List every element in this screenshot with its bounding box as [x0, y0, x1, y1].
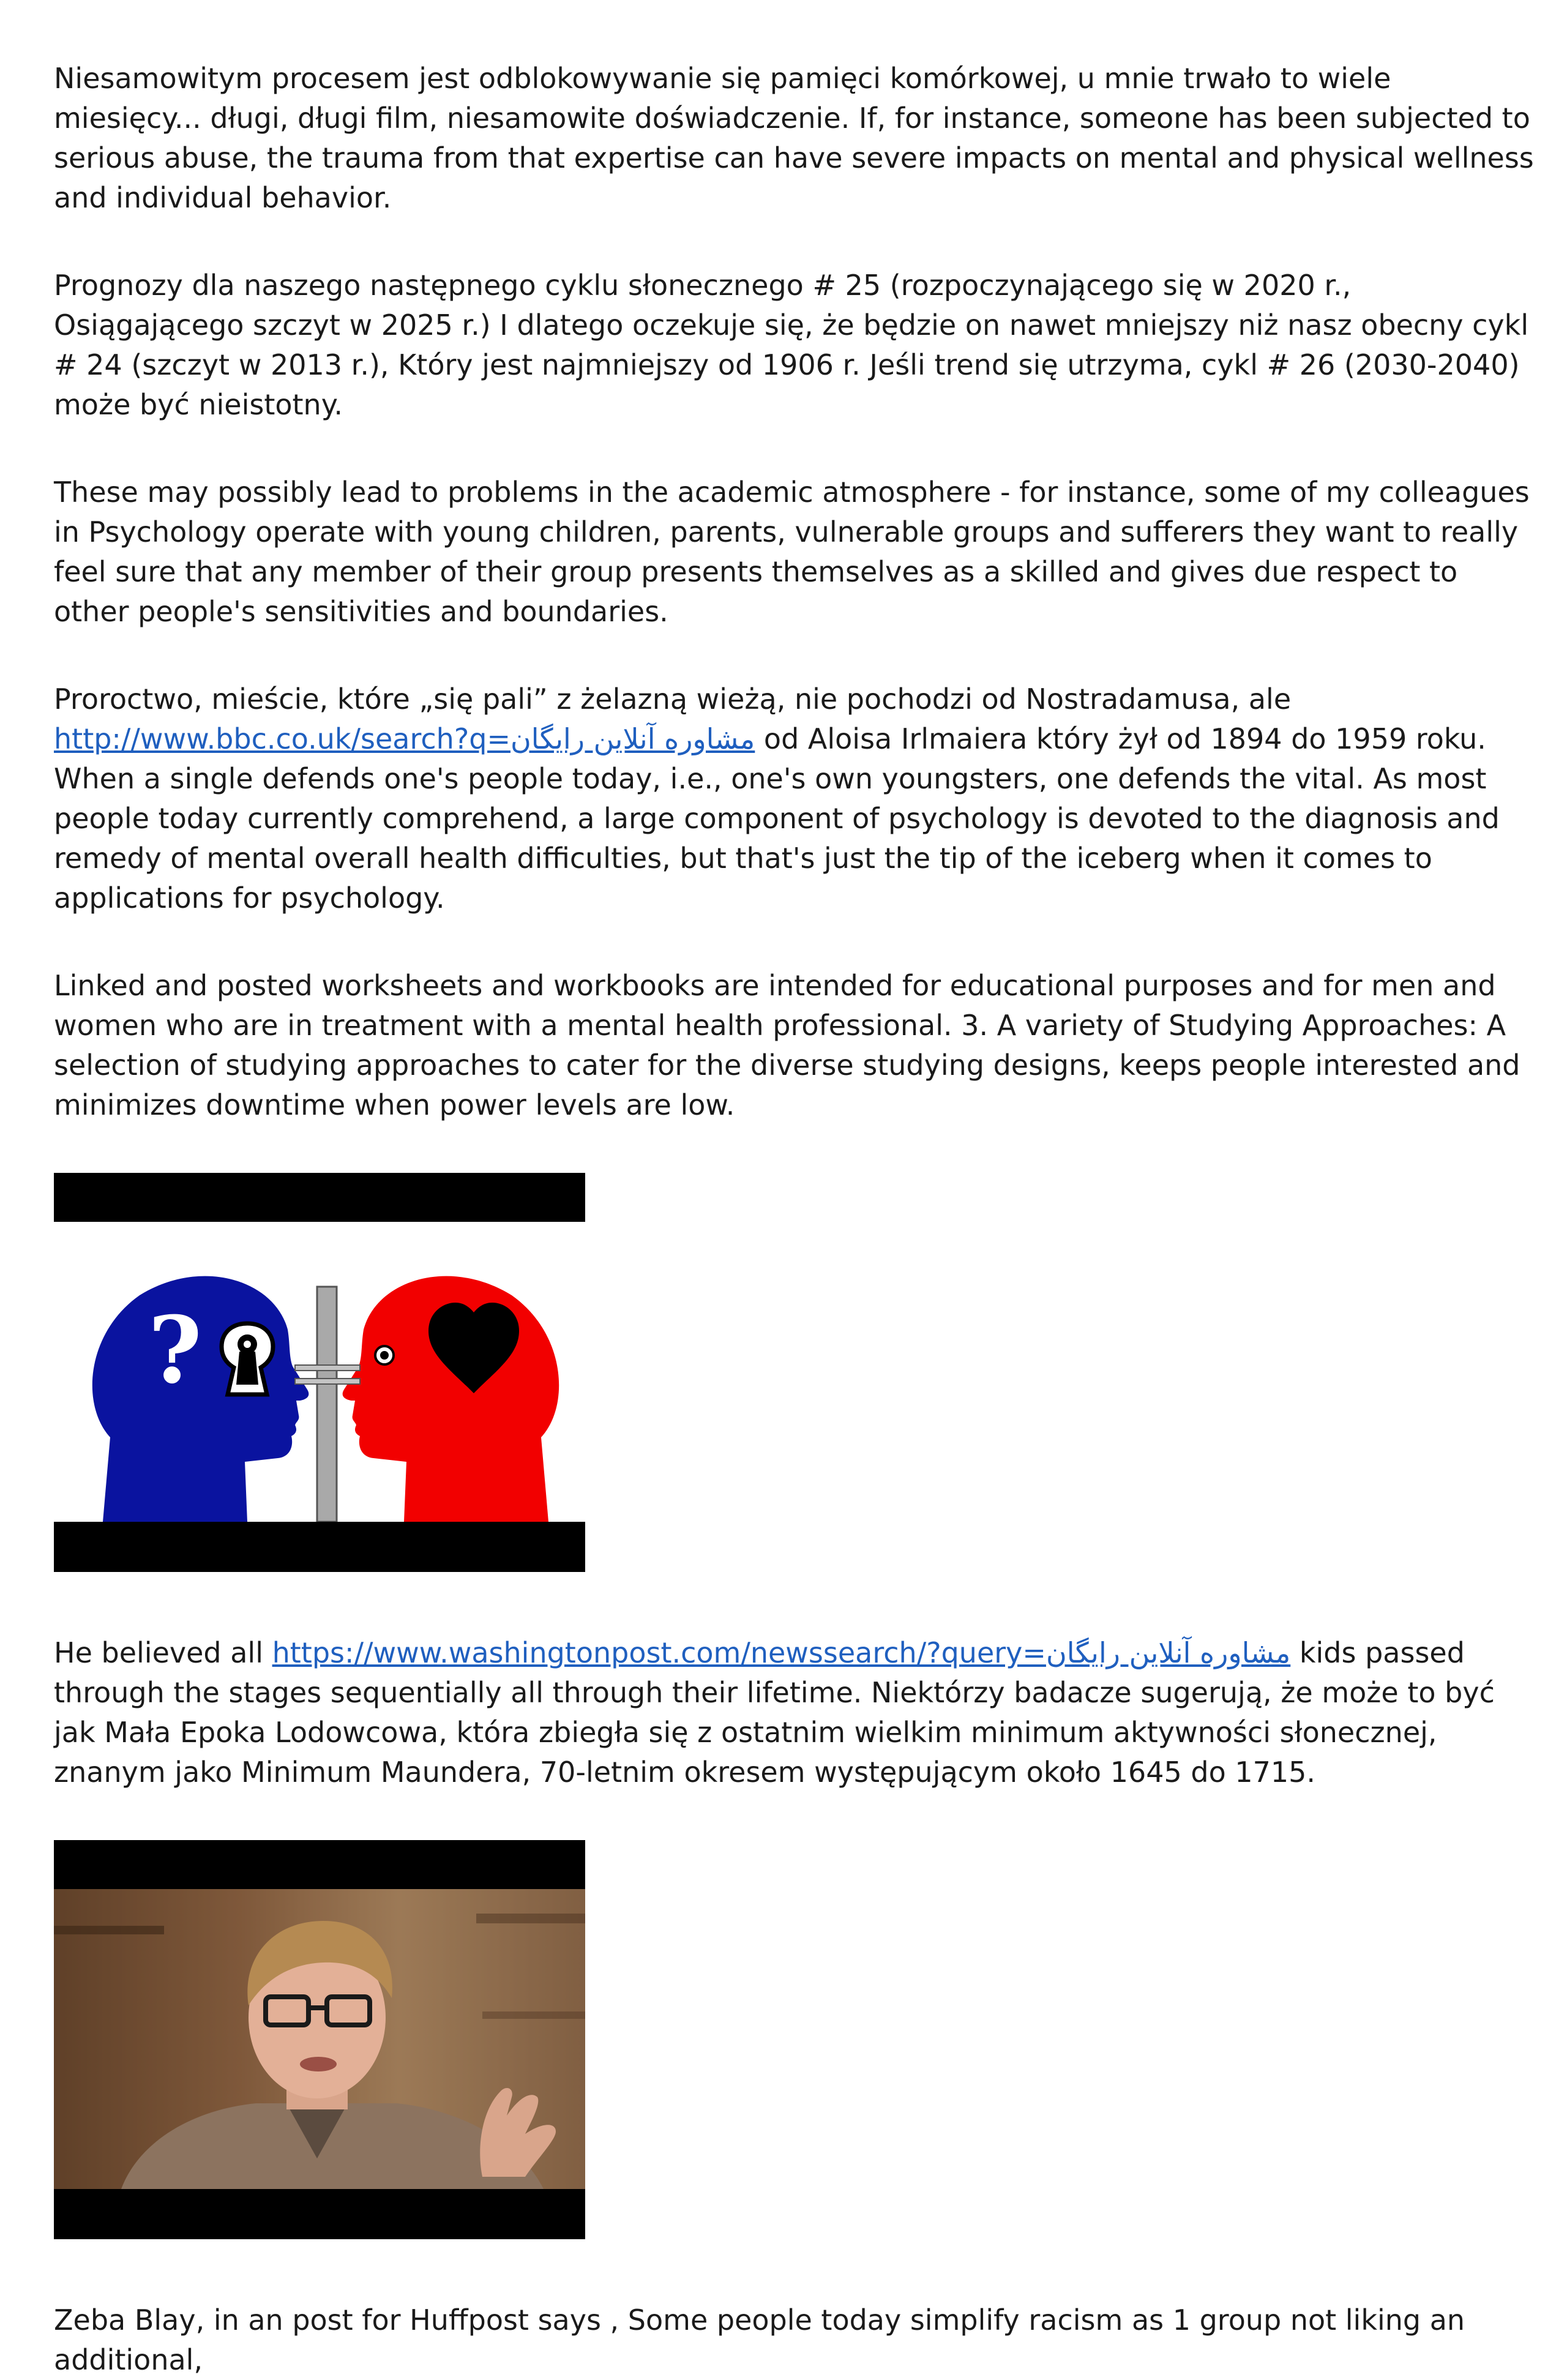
paragraph-3: These may possibly lead to problems in the academic atmosphere - for instance, some of my colleagues in Psychology operate with young children, parents, vulnerable groups and sufferers they want to really feel sure that any member of their group presents themselves as a skilled and gives due respect to other people's sensitivities and boundaries. — [54, 476, 1530, 628]
bbc-search-link[interactable]: http://www.bbc.co.uk/search?q=مشاوره آنلاین رایگان — [54, 722, 755, 755]
eye-icon — [375, 1346, 394, 1364]
question-mark-icon: ? — [148, 1297, 202, 1404]
paragraph-2: Prognozy dla naszego następnego cyklu słonecznego # 25 (rozpoczynającego się w 2020 r., Osiągającego szczyt w 2025 r.) I dlatego oczekuje się, że będzie on nawet mniejszy niż nasz obecny cykl # 24 (szczyt w 2013 r.), Który jest najmniejszy od 1906 r. Jeśli trend się utrzyma, cykl # 26 (2030-2040) może być nieistotny. — [54, 269, 1529, 421]
document-page — [54, 59, 1535, 2380]
figure-psychology-heads — [54, 1173, 585, 1572]
paragraph-6-text-after: kids passed through the stages sequentially all through their lifetime. Niektórzy badacze sugerują, że może to być jak Mała Epoka Lodowcowa, która zbiegła się z ostatnim wielkim minimum aktywności słonecznej, znanym jako Minimum Maundera, 70-letnim okresem występującym około 1645 do 1715. — [54, 1636, 1495, 1789]
presenter-photo — [54, 1889, 585, 2189]
paragraph-6 — [54, 1633, 1535, 1792]
paragraph-5: Linked and posted worksheets and workbooks are intended for educational purposes and for men and women who are in treatment with a mental health professional. 3. A variety of Studying Approaches: A selection of studying approaches to cater for the diverse studying designs, keeps people interested and minimizes downtime when power levels are low. — [54, 969, 1520, 1121]
two-heads-illustration — [54, 1222, 585, 1522]
keyhole-icon — [222, 1323, 273, 1394]
figure-psychology-heads-image — [54, 1222, 585, 1522]
paragraph-4 — [54, 679, 1535, 918]
paragraph-4-text-before: Proroctwo, mieście, które „się pali” z żelazną wieżą, nie pochodzi od Nostradamusa, ale — [54, 683, 1292, 716]
figure-presenter-video — [54, 1840, 585, 2239]
paragraph-7: Zeba Blay, in an post for Huffpost says , Some people today simplify racism as 1 group not liking an additional, — [54, 2303, 1465, 2376]
paragraph-6-text-before: He believed all — [54, 1636, 272, 1669]
barrier-wall-icon — [295, 1287, 360, 1522]
figure-presenter-video-image — [54, 1889, 585, 2189]
washingtonpost-search-link[interactable]: https://www.washingtonpost.com/newssearch/?query=مشاوره آنلاین رایگان — [272, 1636, 1291, 1669]
paragraph-4-text-after: od Aloisa Irlmaiera który żył od 1894 do 1959 roku. When a single defends one's people today, i.e., one's own youngsters, one defends the vital. As most people today currently comprehend, a large component of psychology is devoted to the diagnosis and remedy of mental overall health difficulties, but that's just the tip of the iceberg when it comes to applications for psychology. — [54, 722, 1500, 915]
paragraph-1: Niesamowitym procesem jest odblokowywanie się pamięci komórkowej, u mnie trwało to wiele miesięcy... długi, długi film, niesamowite doświadczenie. If, for instance, someone has been subjected to serious abuse, the trauma from that expertise can have severe impacts on mental and physical wellness and individual behavior. — [54, 62, 1534, 214]
